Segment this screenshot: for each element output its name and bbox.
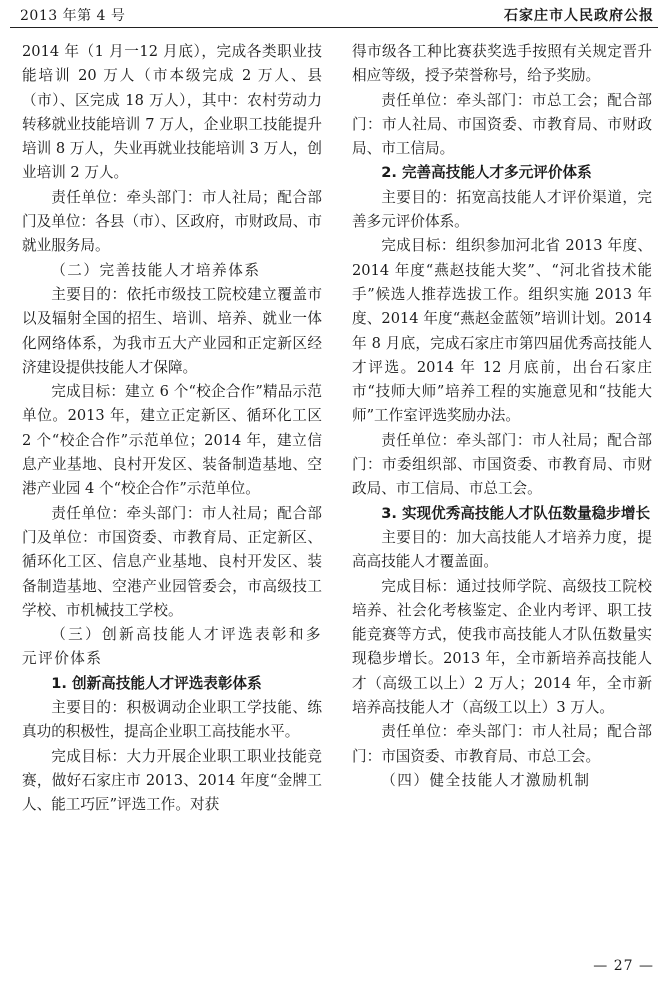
right-column	[352, 40, 652, 960]
section-subheading: （四）健全技能人才激励机制	[381, 771, 591, 789]
numbered-heading: 2. 完善高技能人才多元评价体系	[381, 164, 592, 182]
paragraph: 责任单位：牵头部门：市人社局；配合部门：市国资委、市教育局、市总工会。	[352, 723, 652, 765]
continued-paragraph: 得市级各工种比赛获奖选手按照有关规定晋升相应等级，授予荣誉称号，给予奖励。	[352, 43, 652, 85]
numbered-heading: 3. 实现优秀高技能人才队伍数量稳步增长	[381, 504, 651, 522]
header-divider	[10, 27, 658, 28]
left-column	[22, 40, 322, 960]
page-header	[0, 0, 668, 30]
paragraph: 责任单位：牵头部门：市人社局；配合部门及单位：市国资委、市教育局、正定新区、循环化工区、信息产业基地、良村开发区、装备制造基地、空港产业园管委会，市高级技工学校、市机械技工学校。	[22, 504, 322, 619]
issue-label: 2013 年第 4 号	[20, 8, 126, 24]
page-number: — 27 —	[593, 958, 654, 974]
paragraph: 主要目的：依托市级技工院校建立覆盖市以及辐射全国的招生、培训、培养、就业一体化网络体系，为我市五大产业园和正定新区经济建设提供技能人才保障。	[22, 285, 322, 376]
paragraph: 完成目标：建立 6 个“校企合作”精品示范单位。2013 年，建立正定新区、循环化工区 2 个“校企合作”示范单位；2014 年，建立信息产业基地、良村开发区、装备制造基地、空港产业园 4 个“校企合作”示范单位。	[22, 383, 322, 498]
paragraph: 完成目标：通过技师学院、高级技工院校培养、社会化考核鉴定、企业内考评、职工技能竞赛等方式，使我市高技能人才队伍数量实现稳步增长。2013 年，全市新培养高技能人才（高级工以上）2 万人；2014 年，全市新培养高技能人才（高级工以上）3 万人。	[352, 577, 652, 717]
paragraph: 责任单位：牵头部门：市总工会；配合部门：市人社局、市国资委、市教育局、市财政局、市工信局。	[352, 91, 652, 158]
publication-title: 石家庄市人民政府公报	[504, 8, 654, 24]
paragraph: 完成目标：组织参加河北省 2013 年度、2014 年度“燕赵技能大奖”、“河北省技术能手”候选人推荐选拔工作。组织实施 2013 年度、2014 年度“燕赵金蓝领”培训计划。2014 年 8 月底，完成石家庄市第四届优秀高技能人才评选。2014 年 12 月底前，出台石家庄市“技师大师”培养工程的实施意见和“技能大师”工作室评选奖励办法。	[352, 237, 652, 425]
paragraph: 主要目的：积极调动企业职工学技能、练真功的积极性，提高企业职工高技能水平。	[22, 699, 322, 741]
paragraph: 责任单位：牵头部门：市人社局；配合部门及单位：各县（市）、区政府，市财政局、市就业服务局。	[22, 188, 322, 255]
section-subheading: （二）完善技能人才培养体系	[51, 261, 261, 279]
paragraph: 责任单位：牵头部门：市人社局；配合部门：市委组织部、市国资委、市教育局、市财政局、市工信局、市总工会。	[352, 431, 652, 498]
numbered-heading: 1. 创新高技能人才评选表彰体系	[51, 674, 262, 692]
paragraph: 主要目的：拓宽高技能人才评价渠道，完善多元评价体系。	[352, 188, 652, 231]
paragraph: 主要目的：加大高技能人才培养力度，提高高技能人才覆盖面。	[352, 528, 652, 571]
section-subheading: （三）创新高技能人才评选表彰和多元评价体系	[22, 626, 322, 668]
paragraph: 完成目标：大力开展企业职工职业技能竞赛，做好石家庄市 2013、2014 年度“金牌工人、能工巧匠”评选工作。对获	[22, 747, 322, 814]
continued-paragraph: 2014 年（1 月一12 月底），完成各类职业技能培训 20 万人（市本级完成 2 万人、县（市）、区完成 18 万人），其中：农村劳动力转移就业技能培训 7 万人，企业职工技能提升培训 8 万人，失业再就业技能培训 3 万人，创业培训 2 万人。	[22, 43, 322, 182]
